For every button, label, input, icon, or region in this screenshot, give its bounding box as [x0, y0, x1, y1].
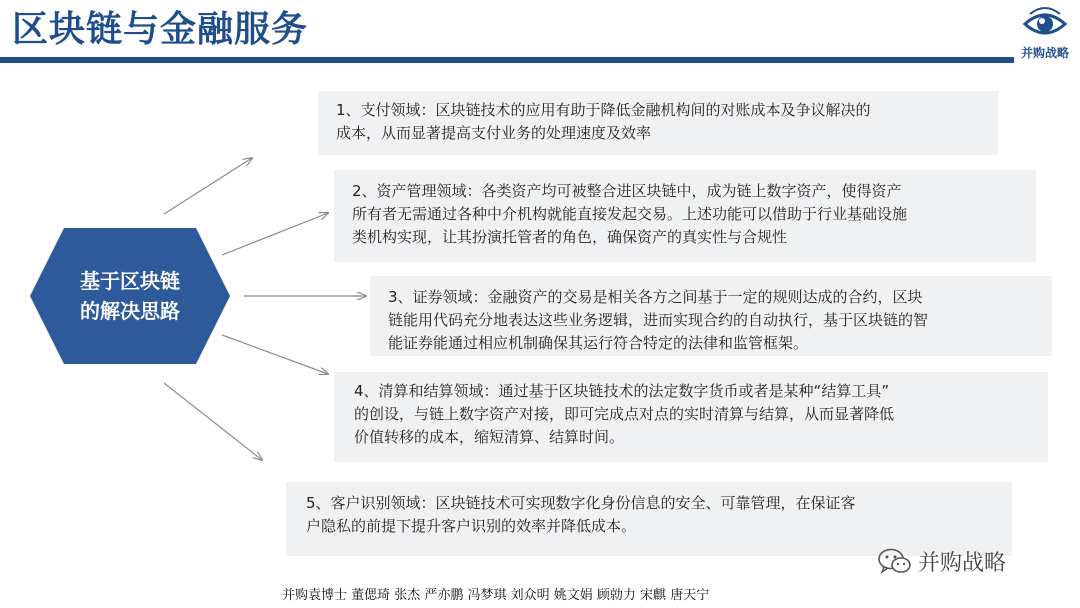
text-line: 所有者无需通过各种中介机构就能直接发起交易。上述功能可以借助于行业基础设施: [352, 205, 908, 223]
wechat-watermark: [878, 546, 1006, 577]
author-credits: 并购袁博士 董偲琦 张杰 严亦鹏 冯梦琪 刘众明 姚文娟 顾勍力 宋麒 唐天宁: [282, 588, 710, 603]
arrow-to-box-1: [164, 158, 252, 214]
text-line: 价值转移的成本，缩短清算、结算时间。: [354, 428, 625, 446]
text-box-clearing-settlement: [334, 372, 1048, 462]
text-line: 类机构实现，让其扮演托管者的角色，确保资产的真实性与合规性: [352, 228, 788, 246]
text-box-asset-management: [334, 170, 1036, 262]
text-box-customer-identification: [286, 482, 1012, 556]
logo-text: 并购战略: [1020, 46, 1069, 60]
page-title: 区块链与金融服务: [12, 9, 309, 50]
center-label-line1: 基于区块链: [80, 269, 180, 293]
text-line: 户隐私的前提下提升客户识别的效率并降低成本。: [306, 517, 637, 535]
arrow-to-box-4: [222, 335, 328, 374]
text-line: 链能用代码充分地表达这些业务逻辑，进而实现合约的自动执行，基于区块链的智: [388, 311, 929, 329]
text-line: 成本，从而显著提高支付业务的处理速度及效率: [336, 124, 652, 142]
text-line: 3、证券领域：金融资产的交易是相关各方之间基于一定的规则达成的合约，区块: [388, 288, 923, 306]
text-line: 1、支付领域：区块链技术的应用有助于降低金融机构间的对账成本及争议解决的: [336, 101, 871, 119]
text-line: 4、清算和结算领域：通过基于区块链技术的法定数字货币或者是某种“结算工具”: [354, 382, 890, 400]
wechat-icon: [878, 548, 912, 576]
text-line: 2、资产管理领域：各类资产均可被整合进区块链中，成为链上数字资产，使得资产: [352, 182, 902, 200]
center-label-line2: 的解决思路: [80, 299, 180, 323]
text-box-securities: [370, 276, 1052, 356]
wechat-account-name: 并购战略: [918, 551, 1007, 576]
text-line: 能证券能通过相应机制确保其运行符合特定的法律和监管框架。: [388, 334, 809, 352]
arrow-to-box-2: [222, 213, 328, 255]
text-line: 的创设，与链上数字资产对接，即可完成点对点的实时清算与结算，从而显著降低: [354, 405, 895, 423]
text-line: 5、客户识别领域：区块链技术可实现数字化身份信息的安全、可靠管理，在保证客: [306, 494, 856, 512]
arrow-to-box-5: [164, 383, 262, 460]
text-box-payment: [318, 91, 998, 155]
